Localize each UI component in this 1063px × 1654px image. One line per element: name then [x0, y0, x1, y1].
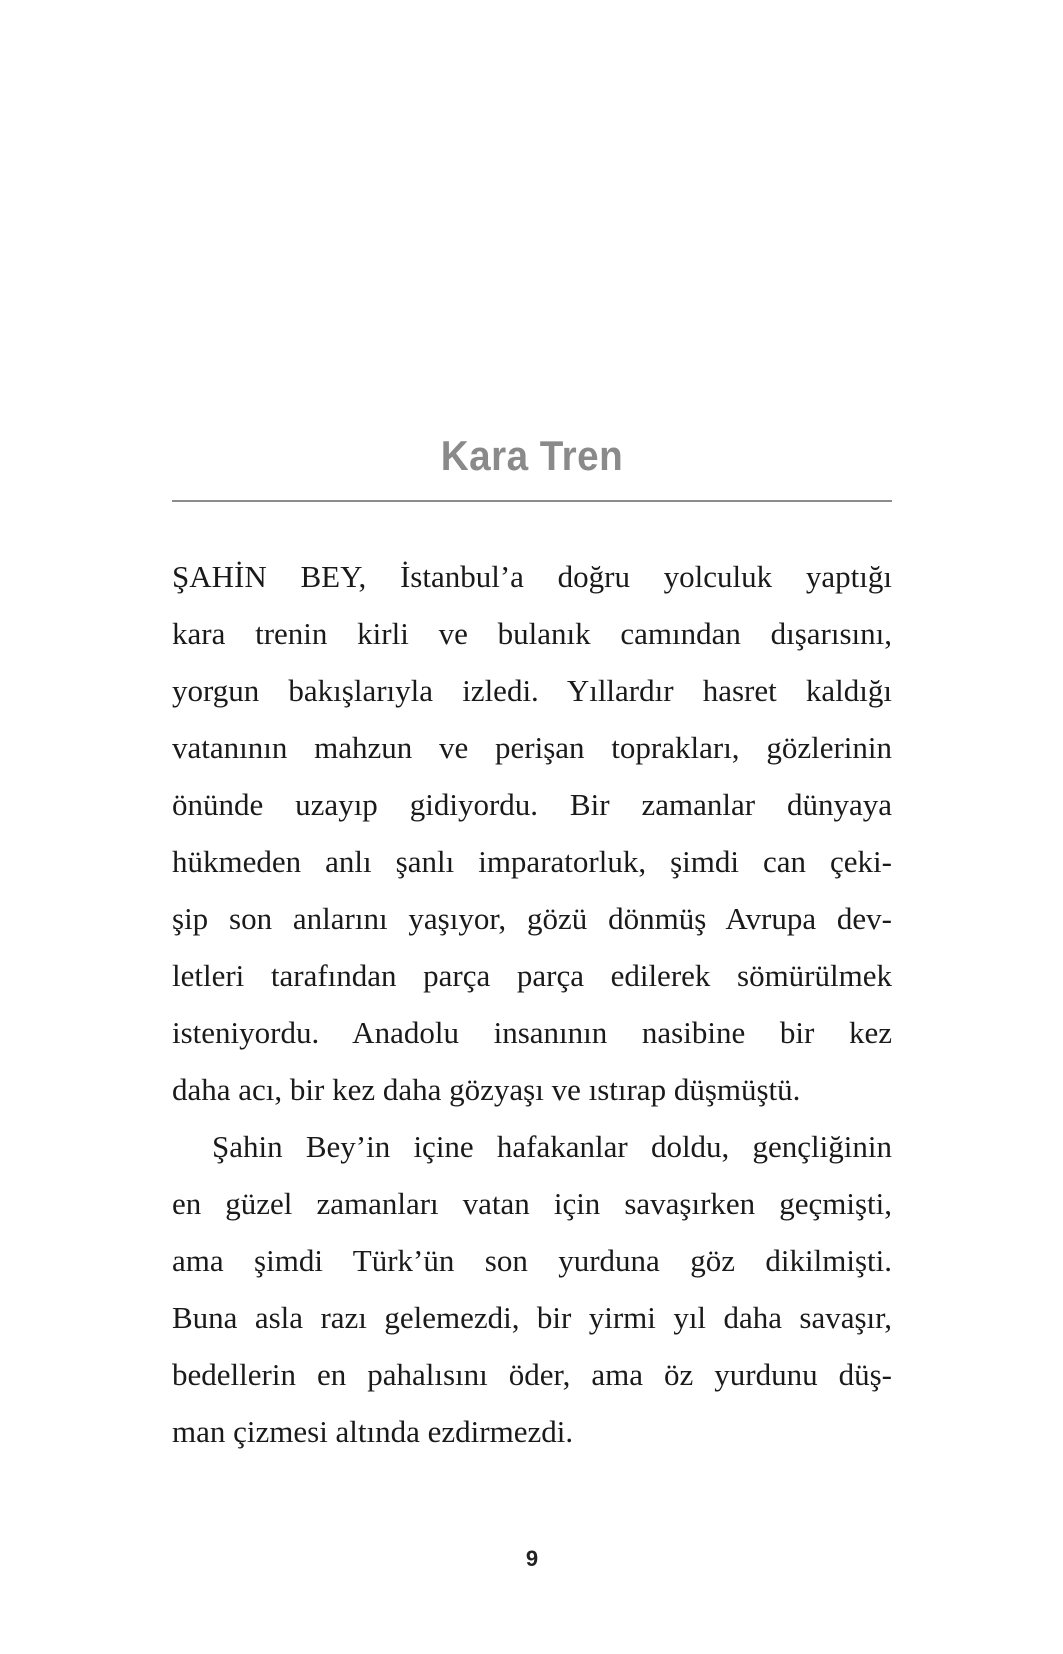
text-line: Buna asla razı gelemezdi, bir yirmi yıl daha savaşır,	[172, 1300, 892, 1335]
text-line: letleri tarafından parça parça edilerek sömürülmek	[172, 958, 892, 993]
text-line: daha acı, bir kez daha gözyaşı ve ıstırap düşmüştü.	[172, 1072, 801, 1107]
text-line: yorgun bakışlarıyla izledi. Yıllardır hasret kaldığı	[172, 673, 892, 708]
text-line: en güzel zamanları vatan için savaşırken geçmişti,	[172, 1186, 892, 1221]
text-line: önünde uzayıp gidiyordu. Bir zamanlar dünyaya	[172, 787, 892, 822]
paragraph-1	[172, 548, 892, 1118]
text-line: şip son anlarını yaşıyor, gözü dönmüş Avrupa dev-	[172, 901, 892, 936]
text-line: Şahin Bey’in içine hafakanlar doldu, gençliğinin	[212, 1129, 892, 1164]
title-divider	[172, 500, 892, 502]
text-line: man çizmesi altında ezdirmezdi.	[172, 1414, 574, 1449]
text-line: vatanının mahzun ve perişan toprakları, gözlerinin	[172, 730, 892, 765]
text-line: ama şimdi Türk’ün son yurduna göz dikilmişti.	[172, 1243, 892, 1278]
paragraph-2	[172, 1118, 892, 1460]
text-line: ŞAHİN BEY, İstanbul’a doğru yolculuk yaptığı	[172, 559, 892, 594]
text-line: hükmeden anlı şanlı imparatorluk, şimdi can çeki-	[172, 844, 892, 879]
text-line: isteniyordu. Anadolu insanının nasibine bir kez	[172, 1015, 892, 1050]
text-line: kara trenin kirli ve bulanık camından dışarısını,	[172, 616, 892, 651]
page-number: 9	[525, 1546, 539, 1571]
text-line: bedellerin en pahalısını öder, ama öz yurdunu düş-	[172, 1357, 892, 1392]
chapter-body	[172, 548, 892, 1460]
chapter-title: Kara Tren	[440, 432, 624, 479]
